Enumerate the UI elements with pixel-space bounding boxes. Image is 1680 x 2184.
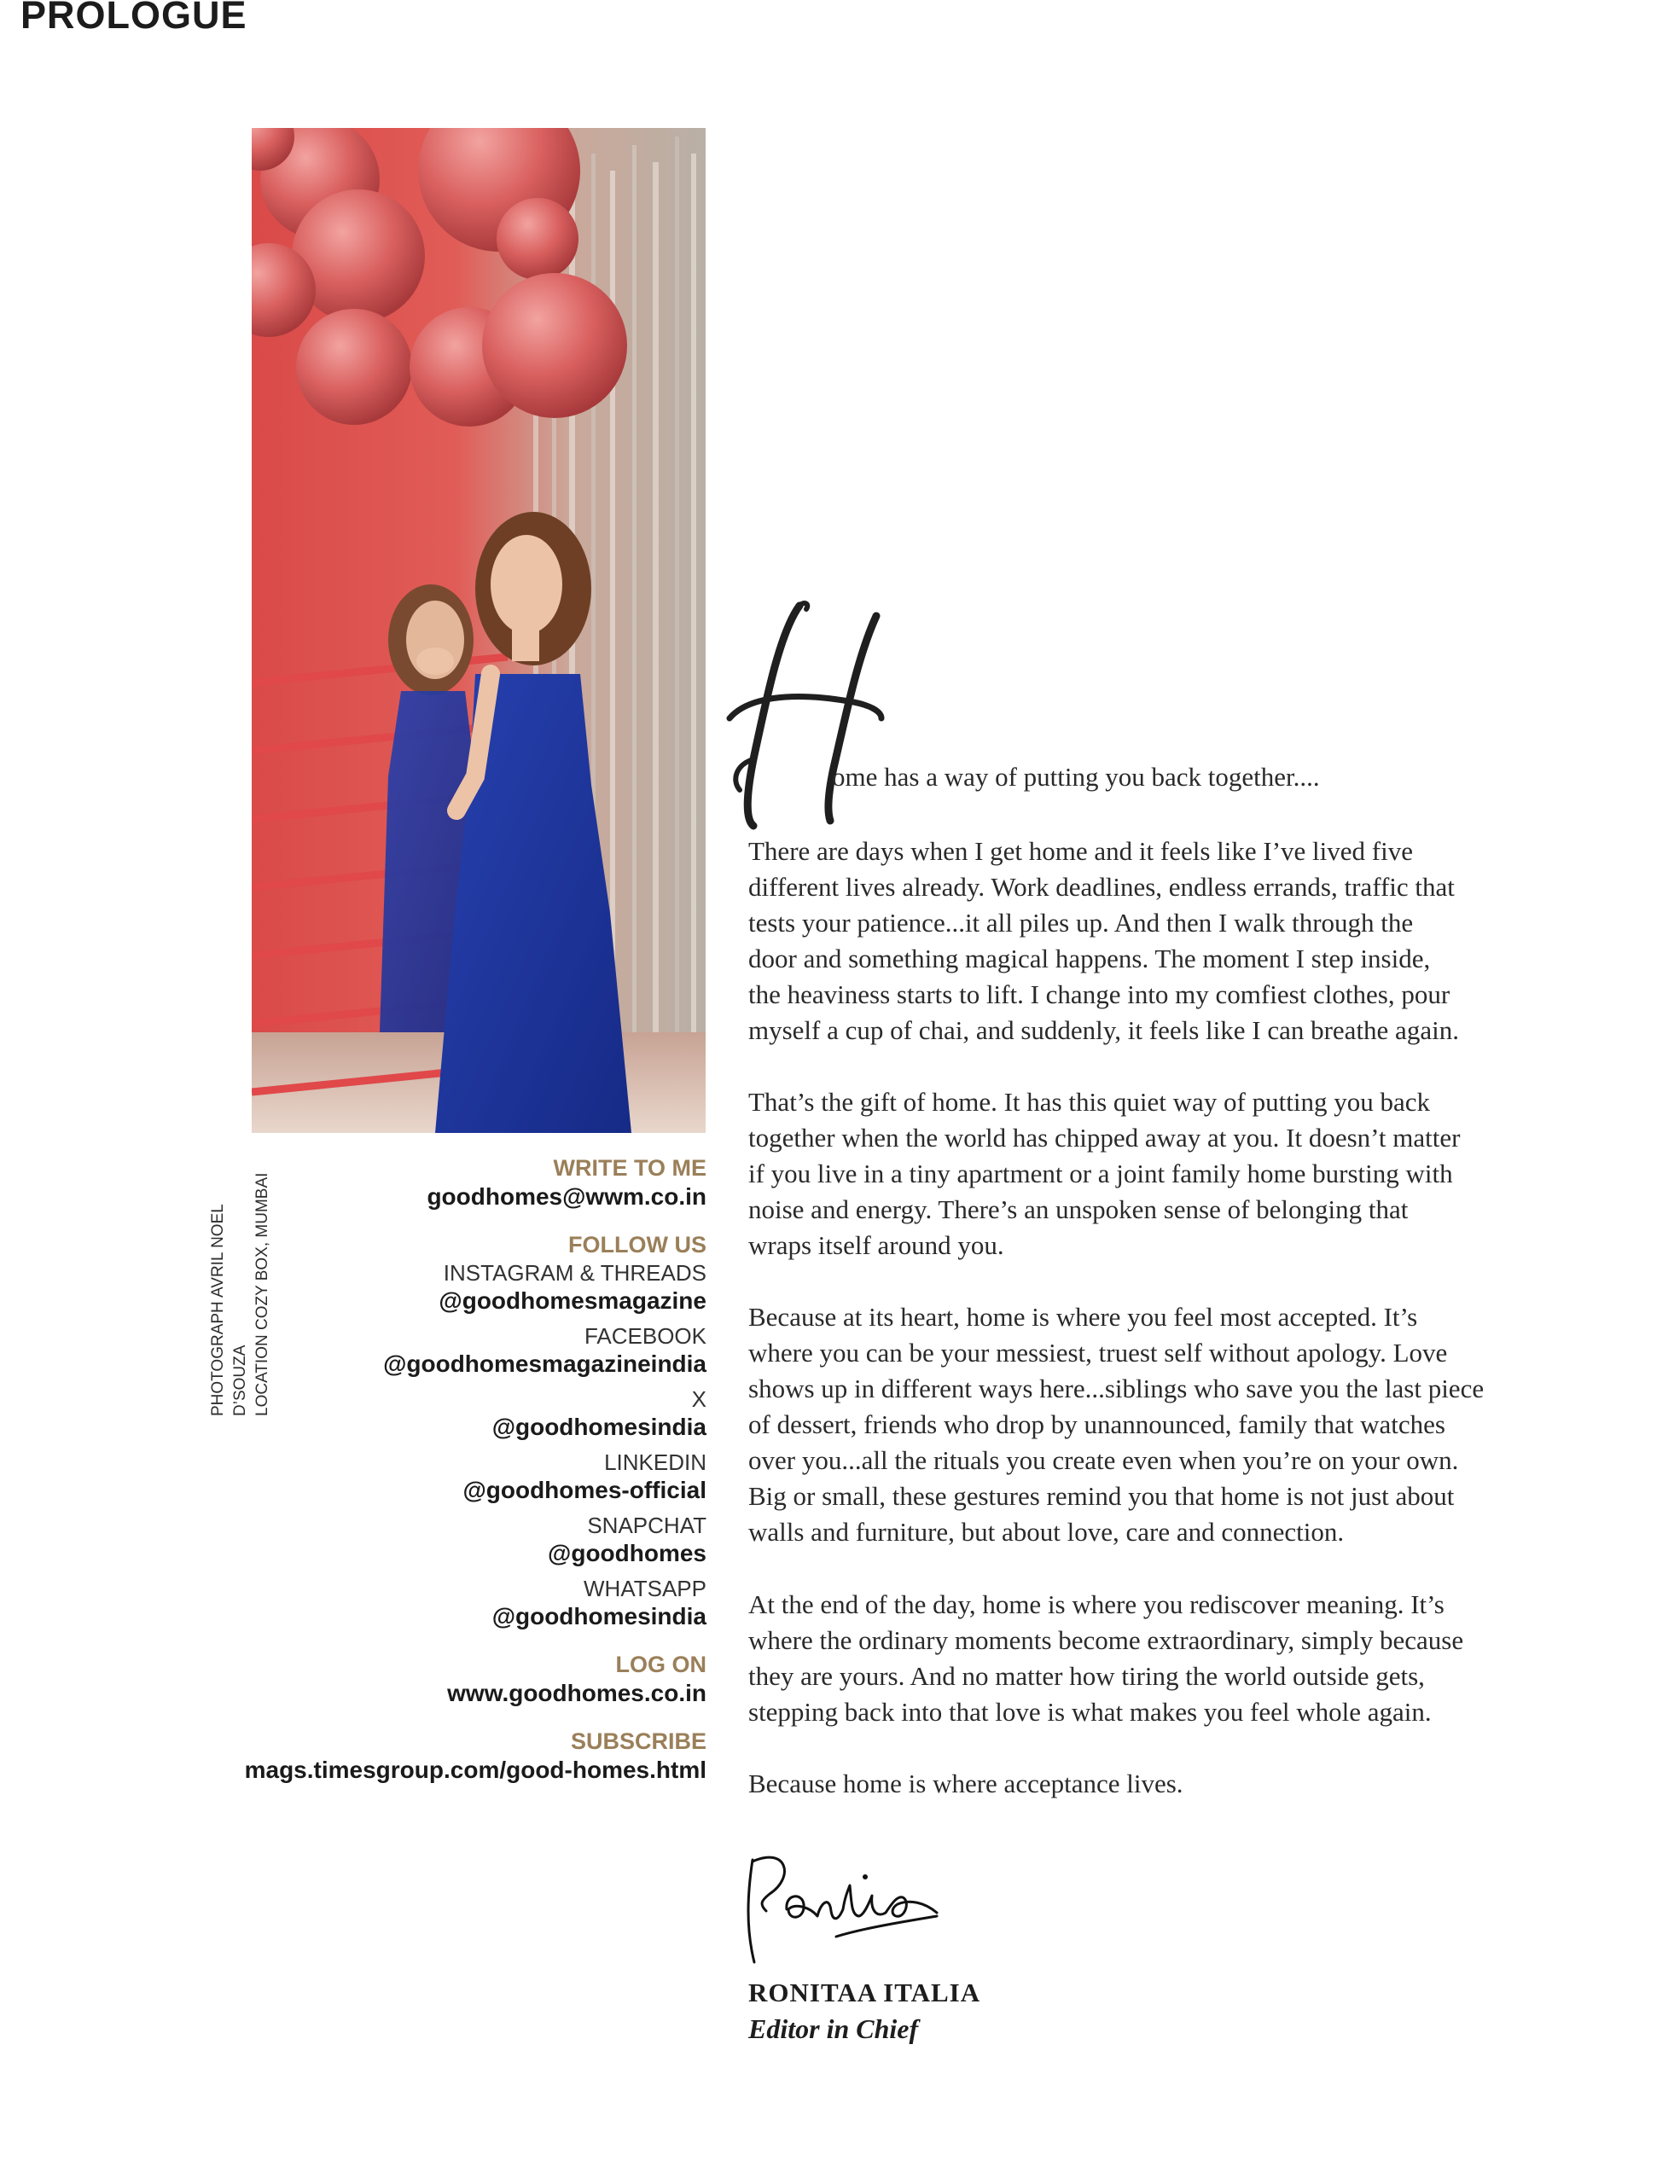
facebook-label: FACEBOOK [584,1323,706,1349]
editor-portrait-photo [252,128,706,1133]
photo-credit-location: LOCATION COZY BOX, MUMBAI [253,1172,271,1416]
letter-line: Because at its heart, home is where you feel most accepted. It’s [748,1302,1418,1332]
letter-opening-line: ome has a way of putting you back together.... [832,762,1320,792]
letter-line: stepping back into that love is what makes you feel whole again. [748,1697,1432,1727]
editor-name: RONITAA ITALIA [748,1978,981,2007]
letter-paragraph-5: Because home is where acceptance lives. [748,1769,1183,1798]
whatsapp-label: WHATSAPP [584,1576,706,1601]
letter-line: Big or small, these gestures remind you that home is not just about [748,1481,1455,1511]
follow-us-heading: FOLLOW US [568,1232,706,1258]
write-to-me-heading: WRITE TO ME [553,1155,706,1181]
letter-line: different lives already. Work deadlines, endless errands, traffic that [748,872,1455,902]
whatsapp-handle-link[interactable]: @goodhomesindia [491,1603,706,1629]
letter-line: door and something magical happens. The moment I step inside, [748,944,1431,973]
letter-paragraph-2 [748,1084,1533,1263]
contact-email-link[interactable]: goodhomes@wwm.co.in [427,1183,706,1210]
letter-paragraph-3 [748,1299,1533,1550]
dropcap-h [721,597,892,836]
linkedin-handle-link[interactable]: @goodhomes-official [462,1477,706,1503]
instagram-label: INSTAGRAM & THREADS [443,1260,706,1286]
subscribe-link[interactable]: mags.timesgroup.com/good-homes.html [244,1757,706,1783]
letter-line: myself a cup of chai, and suddenly, it feels like I can breathe again. [748,1015,1459,1045]
letter-line: walls and furniture, but about love, care and connection. [748,1517,1345,1547]
letter-line: the heaviness starts to lift. I change into my comfiest clothes, pour [748,979,1450,1009]
letter-line: shows up in different ways here...siblings who save you the last piece [748,1374,1485,1403]
letter-paragraph-1 [748,834,1533,1048]
facebook-handle-link[interactable]: @goodhomesmagazineindia [383,1350,706,1377]
x-handle-link[interactable]: @goodhomesindia [491,1414,706,1440]
website-link[interactable]: www.goodhomes.co.in [447,1680,706,1706]
photo-credit-photographer: PHOTOGRAPH AVRIL NOEL D’SOUZA [209,1204,249,1416]
letter-line: together when the world has chipped away at you. It doesn’t matter [748,1123,1461,1153]
editor-title: Editor in Chief [748,2013,919,2044]
snapchat-handle-link[interactable]: @goodhomes [548,1540,706,1566]
letter-line: There are days when I get home and it feels like I’ve lived five [748,836,1413,866]
letter-line: That’s the gift of home. It has this quiet way of putting you back [748,1087,1430,1117]
letter-line: of dessert, friends who drop by unannounced, family that watches [748,1409,1445,1439]
letter-line: over you...all the rituals you create even when you’re on your own. [748,1445,1459,1475]
letter-line: where you can be your messiest, truest self without apology. Love [748,1338,1448,1368]
subscribe-heading: SUBSCRIBE [570,1728,706,1754]
linkedin-label: LINKEDIN [604,1449,706,1475]
letter-line: where the ordinary moments become extraordinary, simply because [748,1625,1464,1655]
contact-column [109,1153,706,1785]
section-title: PROLOGUE [20,0,247,37]
log-on-heading: LOG ON [615,1652,706,1677]
letter-line: they are yours. And no matter how tiring the world outside gets, [748,1661,1425,1691]
letter-line: tests your patience...it all piles up. And then I walk through the [748,908,1414,938]
letter-line: if you live in a tiny apartment or a joint family home bursting with [748,1159,1453,1188]
letter-line: At the end of the day, home is where you rediscover meaning. It’s [748,1589,1445,1619]
letter-paragraph-4 [748,1587,1533,1730]
letter-line: noise and energy. There’s an unspoken sense of belonging that [748,1194,1409,1224]
x-label: X [691,1386,706,1412]
instagram-handle-link[interactable]: @goodhomesmagazine [439,1287,706,1314]
snapchat-label: SNAPCHAT [587,1513,706,1538]
handwritten-signature [735,1843,957,1971]
letter-line: wraps itself around you. [748,1230,1004,1260]
